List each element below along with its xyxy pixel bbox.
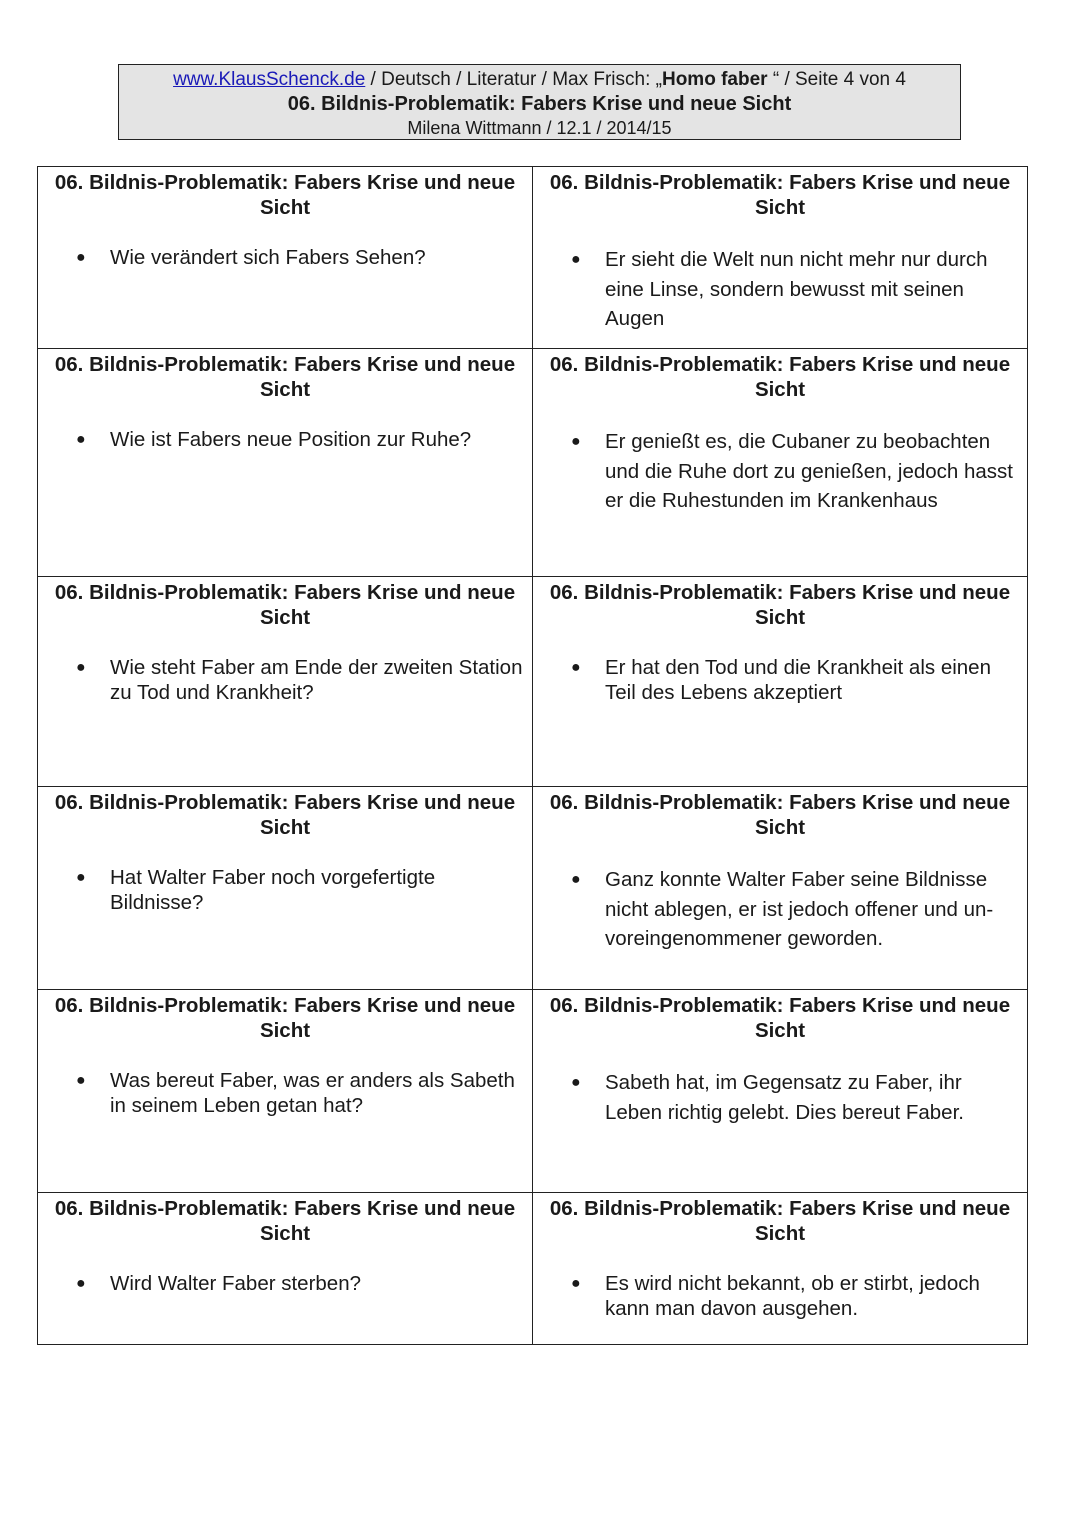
question-text: Wie verändert sich Fabers Sehen? xyxy=(110,246,426,269)
answer-text: Ganz konnte Walter Faber seine Bildnisse nicht ablegen, er ist jedoch offener und un-voreingenommener geworden. xyxy=(605,868,994,950)
card-row xyxy=(38,1193,1028,1345)
header-title: 06. Bildnis-Problematik: Fabers Krise und neue Sicht xyxy=(287,93,792,115)
bullet-icon: ● xyxy=(76,1275,86,1292)
answer-text: Es wird nicht bekannt, ob er stirbt, jedoch kann man davon ausgehen. xyxy=(605,1272,980,1320)
card-title: 06. Bildnis-Problematik: Fabers Krise und neue Sicht xyxy=(54,994,516,1042)
card-title: 06. Bildnis-Problematik: Fabers Krise und neue Sicht xyxy=(54,581,516,629)
card-bullet xyxy=(571,1068,1019,1127)
question-card xyxy=(38,1193,533,1345)
bullet-icon: ● xyxy=(571,659,581,676)
card-title: 06. Bildnis-Problematik: Fabers Krise und neue Sicht xyxy=(54,171,516,219)
bullet-icon: ● xyxy=(571,251,581,268)
answer-card xyxy=(533,990,1028,1193)
card-bullet xyxy=(571,1271,1019,1321)
card-bullet xyxy=(76,245,524,270)
card-bullet xyxy=(76,427,524,452)
card-bullet xyxy=(571,427,1019,516)
book-title: Homo faber xyxy=(661,69,773,90)
card-title: 06. Bildnis-Problematik: Fabers Krise und neue Sicht xyxy=(54,1197,516,1245)
bullet-icon: ● xyxy=(571,1275,581,1292)
document-header xyxy=(118,64,961,140)
flashcard-table xyxy=(37,166,1028,1345)
bullet-icon: ● xyxy=(76,869,86,886)
card-title: 06. Bildnis-Problematik: Fabers Krise und neue Sicht xyxy=(54,353,516,401)
breadcrumb-end: “ / Seite 4 von 4 xyxy=(772,69,906,90)
card-bullet xyxy=(76,1068,524,1118)
card-row xyxy=(38,787,1028,990)
card-row xyxy=(38,349,1028,577)
answer-card xyxy=(533,577,1028,787)
card-bullet xyxy=(76,655,524,705)
question-card xyxy=(38,990,533,1193)
question-card xyxy=(38,167,533,349)
question-card xyxy=(38,577,533,787)
card-bullet xyxy=(76,865,524,915)
answer-text: Er hat den Tod und die Krankheit als einen Teil des Lebens akzeptiert xyxy=(605,656,991,704)
answer-card xyxy=(533,787,1028,990)
question-card xyxy=(38,787,533,990)
card-row xyxy=(38,990,1028,1193)
card-title: 06. Bildnis-Problematik: Fabers Krise und neue Sicht xyxy=(549,581,1011,629)
card-bullet xyxy=(571,245,1019,334)
card-title: 06. Bildnis-Problematik: Fabers Krise und neue Sicht xyxy=(549,994,1011,1042)
bullet-icon: ● xyxy=(571,871,581,888)
card-row xyxy=(38,577,1028,787)
header-breadcrumb xyxy=(119,68,960,92)
question-text: Wie ist Fabers neue Position zur Ruhe? xyxy=(110,428,472,451)
card-bullet xyxy=(571,865,1019,954)
bullet-icon: ● xyxy=(76,431,86,448)
bullet-icon: ● xyxy=(76,249,86,266)
header-author: Milena Wittmann / 12.1 / 2014/15 xyxy=(407,118,672,138)
card-title: 06. Bildnis-Problematik: Fabers Krise und neue Sicht xyxy=(54,791,516,839)
question-text: Wie steht Faber am Ende der zweiten Station zu Tod und Krankheit? xyxy=(110,656,523,704)
card-row xyxy=(38,167,1028,349)
bullet-icon: ● xyxy=(76,659,86,676)
card-bullet xyxy=(76,1271,524,1296)
card-title: 06. Bildnis-Problematik: Fabers Krise und neue Sicht xyxy=(549,171,1011,219)
card-title: 06. Bildnis-Problematik: Fabers Krise und neue Sicht xyxy=(549,791,1011,839)
answer-text: Er sieht die Welt nun nicht mehr nur durch eine Linse, sondern bewusst mit seinen Augen xyxy=(605,248,988,330)
answer-card xyxy=(533,349,1028,577)
bullet-icon: ● xyxy=(571,433,581,450)
card-title: 06. Bildnis-Problematik: Fabers Krise und neue Sicht xyxy=(549,1197,1011,1245)
question-text: Wird Walter Faber sterben? xyxy=(110,1272,362,1295)
site-link[interactable]: www.KlausSchenck.de xyxy=(173,69,366,90)
question-text: Hat Walter Faber noch vorgefertigte Bildnisse? xyxy=(110,866,436,914)
question-text: Was bereut Faber, was er anders als Sabeth in seinem Leben getan hat? xyxy=(110,1069,515,1117)
card-title: 06. Bildnis-Problematik: Fabers Krise und neue Sicht xyxy=(549,353,1011,401)
question-card xyxy=(38,349,533,577)
breadcrumb-middle: / Deutsch / Literatur / Max Frisch: „ xyxy=(365,69,662,90)
answer-card xyxy=(533,1193,1028,1345)
answer-text: Sabeth hat, im Gegensatz zu Faber, ihr Leben richtig gelebt. Dies bereut Faber. xyxy=(605,1071,964,1124)
answer-text: Er genießt es, die Cubaner zu beobachten und die Ruhe dort zu genießen, jedoch hasst er die Ruhestunden im Krankenhaus xyxy=(605,430,1013,512)
bullet-icon: ● xyxy=(76,1072,86,1089)
card-bullet xyxy=(571,655,1019,705)
answer-card xyxy=(533,167,1028,349)
bullet-icon: ● xyxy=(571,1074,581,1091)
